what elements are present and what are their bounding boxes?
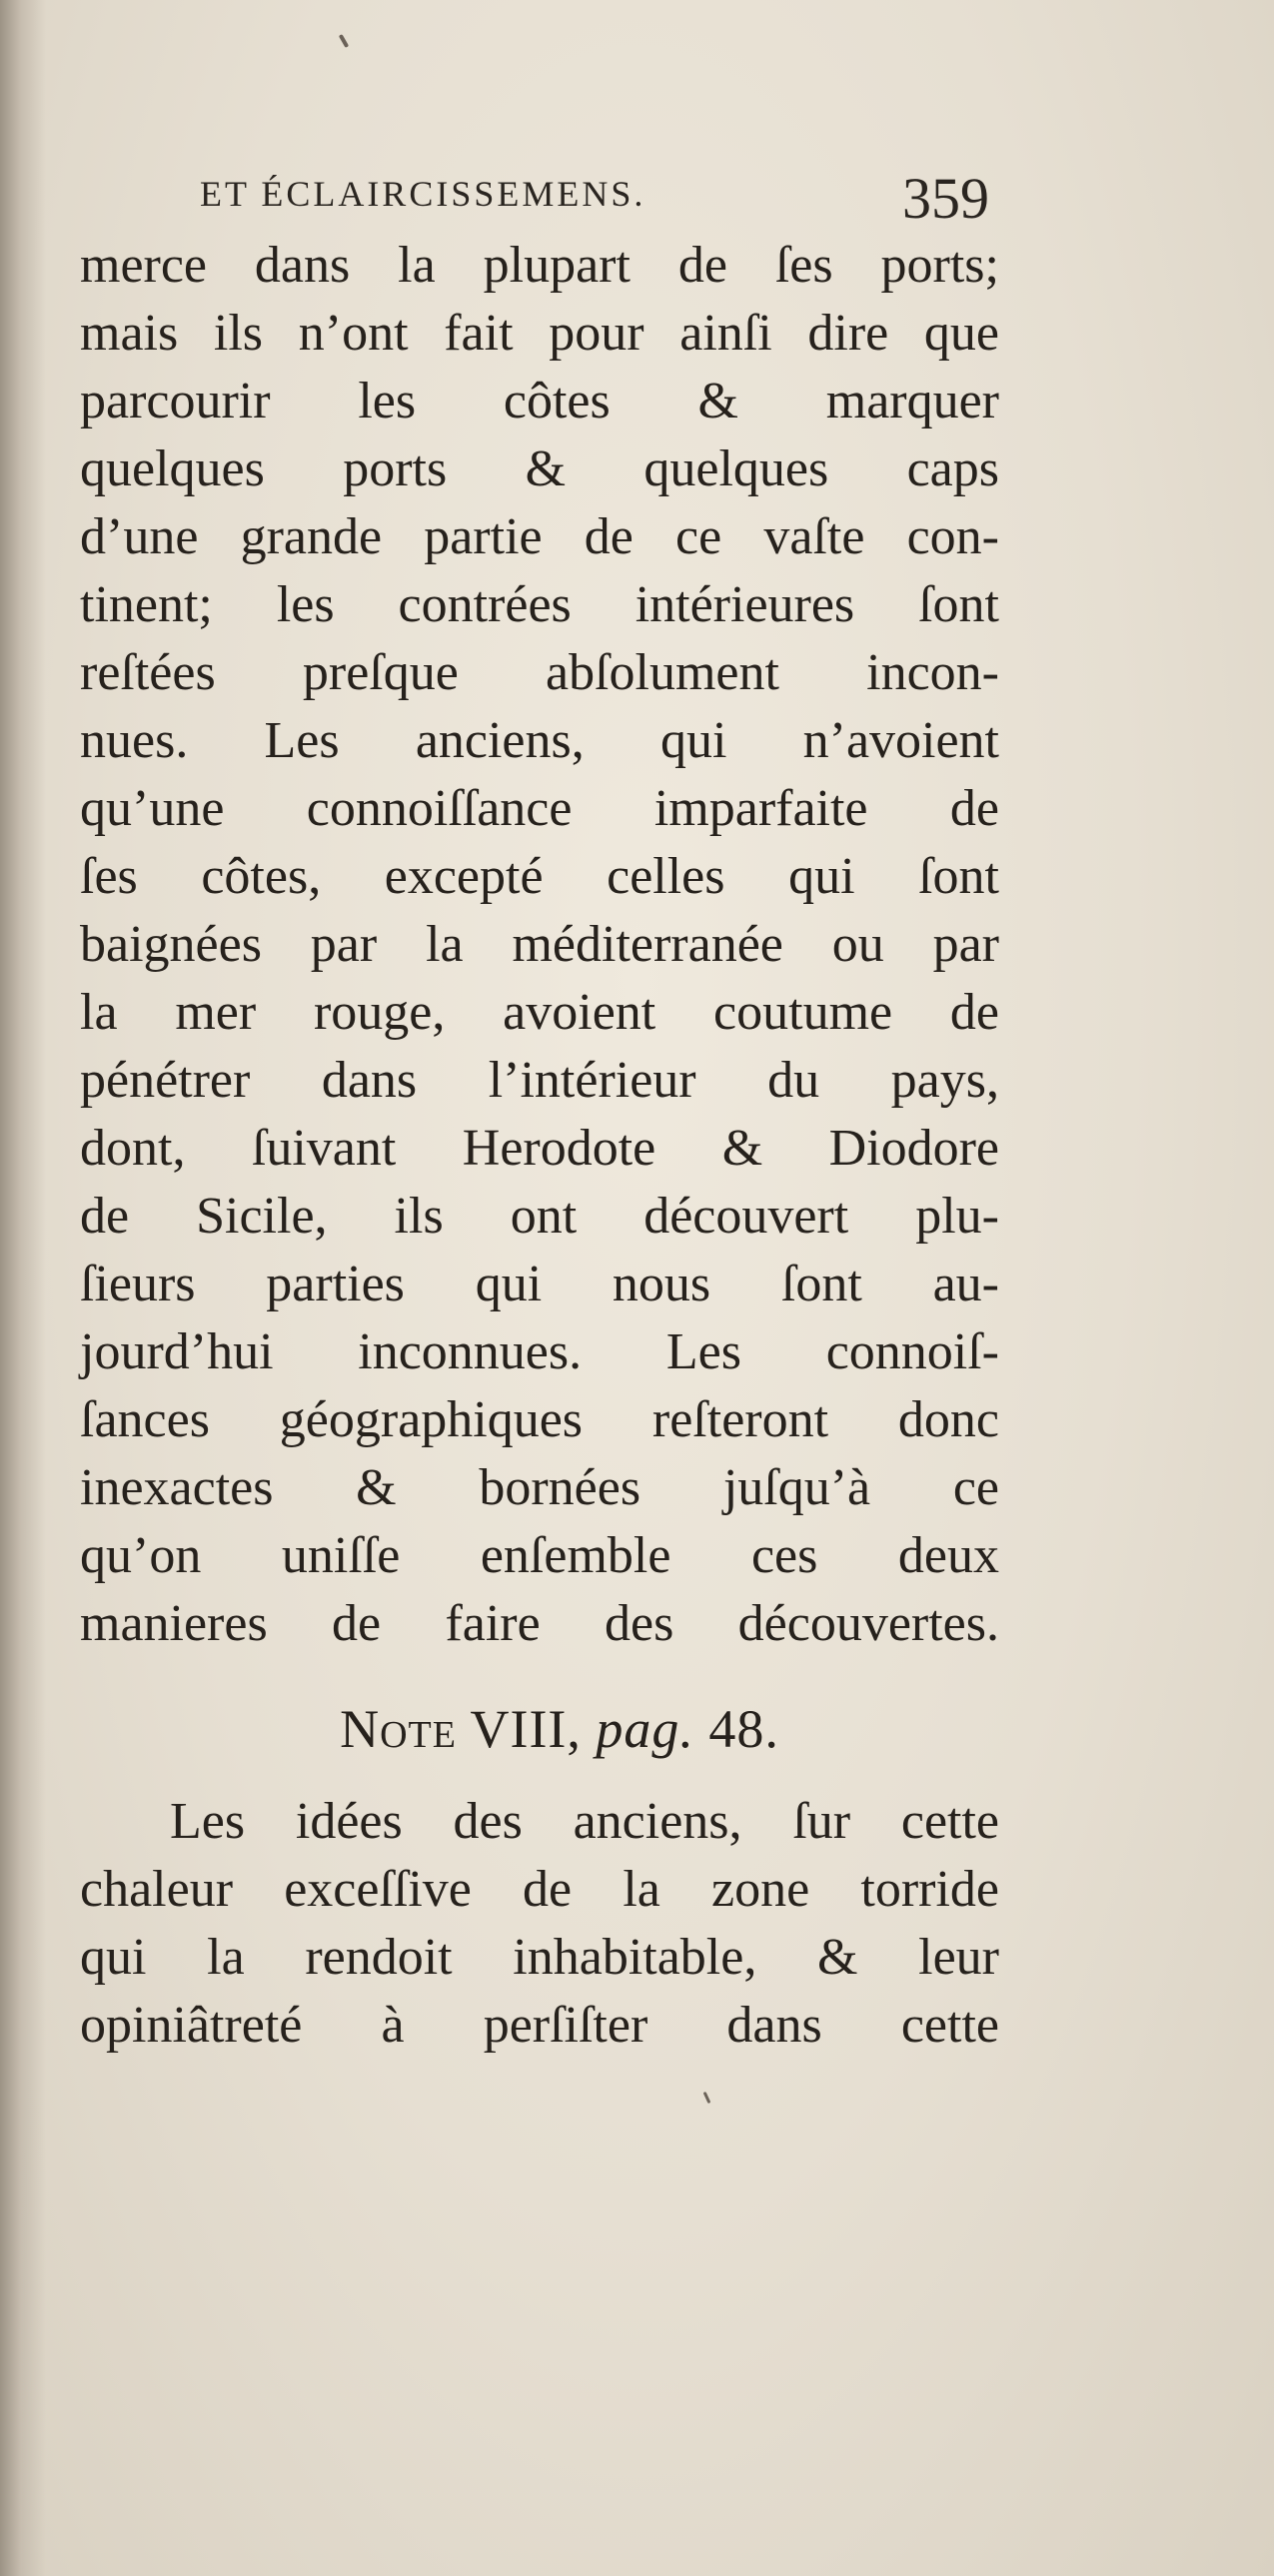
text-line: inexactes & bornées juſqu’à ce — [80, 1459, 999, 1516]
text-line: mais ils n’ont fait pour ainſi dire que — [80, 305, 999, 362]
main-text — [80, 232, 999, 2060]
text-line: ſes côtes, excepté celles qui ſont — [80, 848, 999, 905]
text-line: merce dans la plupart de ſes ports; — [80, 237, 999, 294]
note-heading — [80, 1684, 999, 1774]
page-gutter-shadow — [0, 0, 46, 2576]
text-line: la mer rouge, avoient coutume de — [80, 984, 999, 1041]
text-line: qui la rendoit inhabitable, & leur — [80, 1929, 999, 1986]
text-line: nues. Les anciens, qui n’avoient — [80, 712, 999, 769]
paper-speck — [703, 2092, 711, 2104]
text-line: qu’on uniſſe enſemble ces deux — [80, 1527, 999, 1584]
text-line: reſtées preſque abſolument incon- — [80, 644, 999, 701]
page-number: 359 — [902, 166, 989, 231]
note-page-num: 48. — [708, 1699, 779, 1759]
running-head: ET ÉCLAIRCISSEMENS. — [200, 174, 646, 214]
note-title: Note VIII, — [340, 1699, 582, 1759]
text-line: de Sicile, ils ont découvert plu- — [80, 1188, 999, 1245]
note-page-ref: pag. — [596, 1699, 694, 1759]
text-line: jourd’hui inconnues. Les connoiſ- — [80, 1323, 999, 1380]
text-line: ſieurs parties qui nous ſont au- — [80, 1256, 999, 1312]
text-line: tinent; les contrées intérieures ſont — [80, 576, 999, 633]
text-line: dont, ſuivant Herodote & Diodore — [80, 1120, 999, 1177]
text-line: opiniâtreté à perſiſter dans cette — [80, 1997, 999, 2054]
text-line: d’une grande partie de ce vaſte con- — [80, 508, 999, 565]
text-line: pénétrer dans l’intérieur du pays, — [80, 1052, 999, 1109]
text-line: chaleur exceſſive de la zone torride — [80, 1861, 999, 1918]
text-line: parcourir les côtes & marquer — [80, 373, 999, 429]
text-line: baignées par la méditerranée ou par — [80, 916, 999, 973]
note-paragraph — [80, 1788, 999, 2060]
text-line: quelques ports & quelques caps — [80, 440, 999, 497]
text-line: qu’une connoiſſance imparfaite de — [80, 780, 999, 837]
text-line: Les idées des anciens, ſur cette — [170, 1793, 999, 1850]
page-header — [190, 165, 989, 235]
paper-speck — [339, 34, 349, 48]
text-line: manieres de faire des découvertes. — [80, 1595, 999, 1652]
text-line: ſances géographiques reſteront donc — [80, 1391, 999, 1448]
